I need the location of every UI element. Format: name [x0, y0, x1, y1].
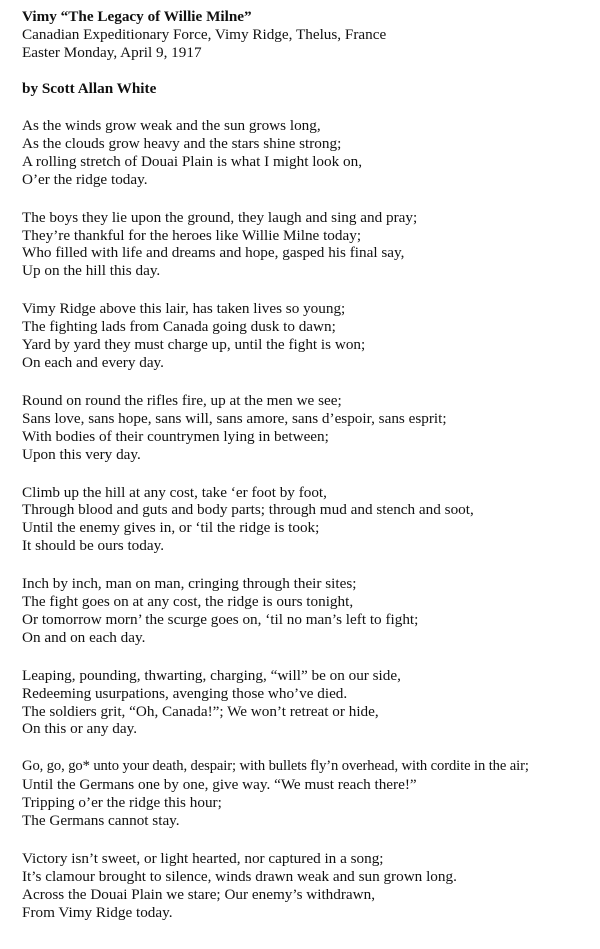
poem-line: Upon this very day. [22, 445, 141, 463]
stanza-4 [22, 392, 598, 464]
poem-date: Easter Monday, April 9, 1917 [22, 44, 202, 61]
poem-line: Redeeming usurpations, avenging those who’ve died. [22, 684, 348, 702]
poem-line: Until the Germans one by one, give way. “We must reach there!” [22, 776, 417, 794]
poem-line: Go, go, go* unto your death, despair; with bullets fly’n overhead, with cordite in the air; [22, 758, 529, 775]
poem-line: A rolling stretch of Douai Plain is what I might look on, [22, 152, 362, 170]
poem-line: Until the enemy gives in, or ‘til the ridge is took; [22, 519, 320, 537]
poem-line: Victory isn’t sweet, or light hearted, nor captured in a song; [22, 850, 384, 867]
poem-line: Climb up the hill at any cost, take ‘er foot by foot, [22, 483, 327, 501]
poem-line: As the winds grow weak and the sun grows long, [22, 117, 321, 134]
stanza-9 [22, 850, 598, 922]
stanza-3 [22, 300, 598, 372]
poem-line: Sans love, sans hope, sans will, sans amore, sans d’espoir, sans esprit; [22, 409, 447, 427]
poem-line: Who filled with life and dreams and hope, gasped his final say, [22, 244, 405, 262]
poem-line: As the clouds grow heavy and the stars shine strong; [22, 134, 342, 152]
poem-line: From Vimy Ridge today. [22, 903, 173, 921]
poem-line: Leaping, pounding, thwarting, charging, “will” be on our side, [22, 666, 401, 684]
poem-line: On and on each day. [22, 628, 146, 646]
poem-line: The soldiers grit, “Oh, Canada!”; We won’t retreat or hide, [22, 702, 379, 720]
poem-line: Or tomorrow morn’ the scurge goes on, ‘til no man’s left to fight; [22, 610, 419, 628]
poem-line: Inch by inch, man on man, cringing through their sites; [22, 575, 357, 593]
poem-subtitle: Canadian Expeditionary Force, Vimy Ridge, Thelus, France [22, 26, 387, 43]
stanza-5 [22, 484, 598, 556]
poem-line: They’re thankful for the heroes like Willie Milne today; [22, 226, 362, 244]
poem-line: Tripping o’er the ridge this hour; [22, 794, 222, 812]
poem-title: Vimy “The Legacy of Willie Milne” [22, 8, 252, 25]
stanza-6 [22, 575, 598, 647]
poem-line: Vimy Ridge above this lair, has taken lives so young; [22, 300, 346, 318]
poem-line: On each and every day. [22, 353, 164, 371]
poem-line: Across the Douai Plain we stare; Our enemy’s withdrawn, [22, 885, 376, 903]
poem-line: O’er the ridge today. [22, 170, 148, 188]
stanza-2 [22, 209, 598, 281]
stanza-1 [22, 117, 598, 189]
poem-line: Yard by yard they must charge up, until the fight is won; [22, 336, 366, 354]
poem-line: The fight goes on at any cost, the ridge is ours tonight, [22, 593, 354, 611]
poem-line: It should be ours today. [22, 537, 165, 555]
poem-line: It’s clamour brought to silence, winds drawn weak and sun grown long. [22, 867, 457, 885]
poem-line: The fighting lads from Canada going dusk to dawn; [22, 318, 336, 336]
poem-line: The boys they lie upon the ground, they laugh and sing and pray; [22, 208, 418, 226]
poem-line: The Germans cannot stay. [22, 812, 180, 830]
poem-page [22, 8, 598, 922]
poem-line: Up on the hill this day. [22, 262, 161, 280]
poem-line: With bodies of their countrymen lying in between; [22, 427, 329, 445]
poem-line: Round on round the rifles fire, up at the men we see; [22, 391, 342, 409]
stanza-7 [22, 667, 598, 739]
poem-line: On this or any day. [22, 720, 138, 738]
stanza-8 [22, 758, 598, 830]
poem-line: Through blood and guts and body parts; through mud and stench and soot, [22, 501, 474, 519]
poem-author: by Scott Allan White [22, 80, 157, 97]
